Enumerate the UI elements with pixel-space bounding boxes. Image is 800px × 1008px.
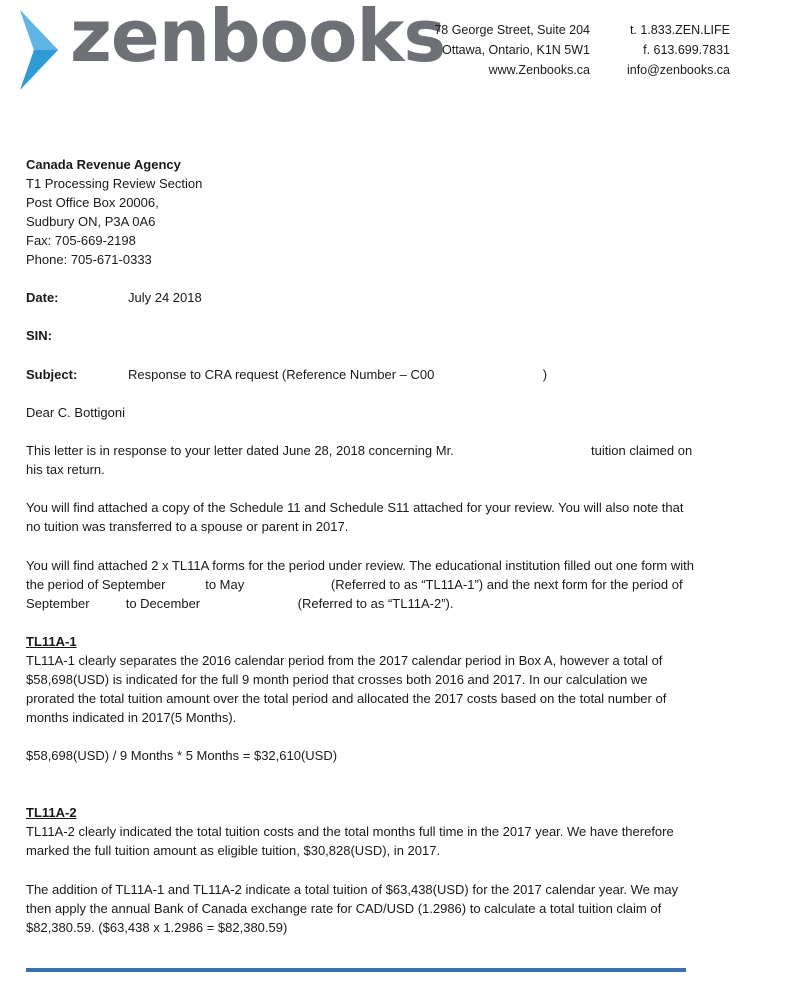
schedule-paragraph: You will find attached a copy of the Schedule 11 and Schedule S11 attached for your review. You will also note that no tuition was transferred to a spouse or parent in 2017. [26, 500, 684, 534]
tl11a-1-body: TL11A-1 clearly separates the 2016 calendar period from the 2017 calendar period in Box A, however a total of $58,698(USD) is indicated for the full 9 month period that crosses both 2016 and 2017. In our calculation we prorated the total tuition amount over the total period and allocated the 2017 costs based on the total number of months indicated in 2017(5 Months). [26, 653, 667, 725]
recipient-line: Fax: 705-669-2198 [26, 233, 136, 248]
intro-paragraph: This letter is in response to your letter dated June 28, 2018 concerning Mr. tuition claimed on his tax return. [26, 443, 696, 477]
address-line: 78 George Street, Suite 204 [434, 23, 590, 37]
tl11a-1-heading: TL11A-1 [26, 634, 77, 649]
subject-row [26, 365, 696, 384]
sin-label: SIN: [26, 328, 52, 343]
logo-text: zenbooks [70, 0, 446, 78]
summary-paragraph: The addition of TL11A-1 and TL11A-2 indicate a total tuition of $63,438(USD) for the 2017 calendar year. We may then apply the annual Bank of Canada exchange rate for CAD/USD (1.2986) to calculate a total tuition claim of $82,380.59. ($63,438 x 1.2986 = $82,380.59) [26, 882, 679, 935]
zenbooks-logo [18, 0, 446, 92]
address-line: Ottawa, Ontario, K1N 5W1 [442, 43, 590, 57]
recipient-line: Sudbury ON, P3A 0A6 [26, 214, 156, 229]
recipient-line: Phone: 705-671-0333 [26, 252, 152, 267]
website-link[interactable]: www.Zenbooks.ca [488, 63, 590, 77]
date-label: Date: [26, 290, 59, 305]
forms-paragraph: You will find attached 2 x TL11A forms for the period under review. The educational institution filled out one form with the period of September to May (Referred to as “TL11A-1”) and the next form for the period of September to December (Referred to as “TL11A-2”). [26, 558, 698, 611]
subject-value: Response to CRA request (Reference Number – C00 ) [128, 367, 548, 382]
fax-number: f. 613.699.7831 [643, 43, 730, 57]
company-contact [600, 20, 730, 80]
email-link[interactable]: info@zenbooks.ca [626, 63, 730, 77]
recipient-line: Post Office Box 20006, [26, 195, 159, 210]
date-row [26, 288, 696, 307]
date-value: July 24 2018 [128, 290, 202, 305]
tl11a-2-body: TL11A-2 clearly indicated the total tuition costs and the total months full time in the 2017 year. We have therefore marked the full tuition amount as eligible tuition, $30,828(USD), in 2017. [26, 824, 674, 858]
sin-row [26, 326, 696, 345]
company-address [410, 20, 590, 80]
recipient-name: Canada Revenue Agency [26, 157, 181, 172]
tl11a-2-heading: TL11A-2 [26, 805, 77, 820]
logo-chevron-icon [18, 8, 68, 92]
recipient-line: T1 Processing Review Section [26, 176, 203, 191]
subject-label: Subject: [26, 367, 78, 382]
phone-number: t. 1.833.ZEN.LIFE [629, 23, 730, 37]
recipient-address [26, 155, 696, 269]
footer-divider [26, 968, 686, 972]
salutation: Dear C. Bottigoni [26, 405, 125, 420]
tl11a-1-calculation: $58,698(USD) / 9 Months * 5 Months = $32,610(USD) [26, 748, 338, 763]
